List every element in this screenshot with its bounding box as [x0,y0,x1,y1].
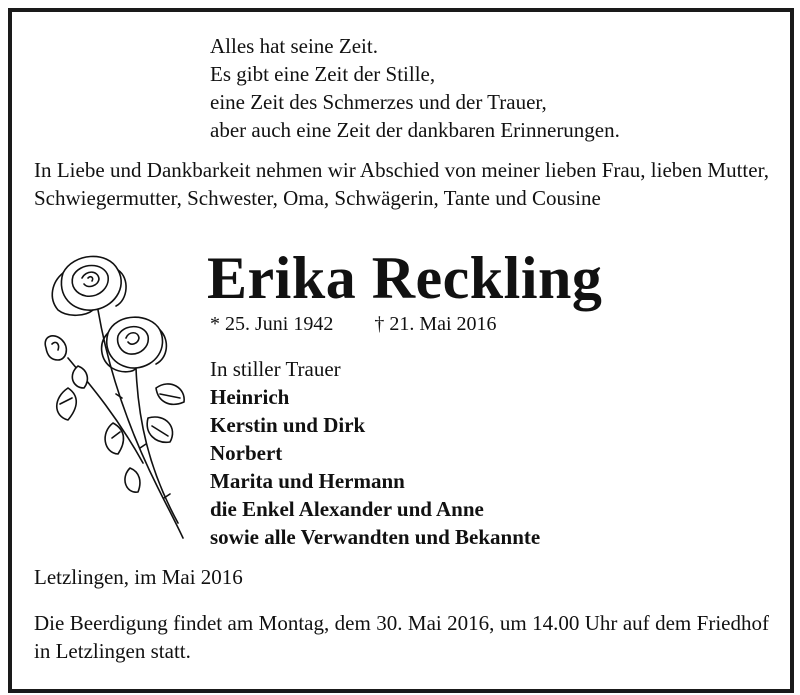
life-dates [210,311,497,337]
mourner-line: die Enkel Alexander und Anne [210,497,484,521]
mourners-block [210,355,540,551]
poem-line: eine Zeit des Schmerzes und der Trauer, [210,90,547,114]
deceased-name: Erika Reckling [207,245,603,311]
mourner-line: Kerstin und Dirk [210,413,366,437]
mourner-line: Marita und Hermann [210,469,405,493]
mourner-line: sowie alle Verwandten und Bekannte [210,525,541,549]
intro-text: In Liebe und Dankbarkeit nehmen wir Abschied von meiner lieben Frau, lieben Mutter, Schwiegermutter, Schwester, Oma, Schwägerin, Tante und Cousine [34,158,769,210]
funeral-notice: Die Beerdigung findet am Montag, dem 30. Mai 2016, um 14.00 Uhr auf dem Friedhof in Letzlingen statt. [34,611,769,663]
poem-line: Alles hat seine Zeit. [210,34,378,58]
mourner-line: Heinrich [210,385,290,409]
mourner-line: Norbert [210,441,283,465]
place-date: Letzlingen, im Mai 2016 [34,565,243,589]
death-date: † 21. Mai 2016 [374,313,497,335]
birth-date: * 25. Juni 1942 [210,313,334,335]
mourning-intro: In stiller Trauer [210,357,341,381]
roses-illustration-icon [38,248,198,548]
poem [210,32,620,144]
poem-line: aber auch eine Zeit der dankbaren Erinnerungen. [210,118,620,142]
poem-line: Es gibt eine Zeit der Stille, [210,62,436,86]
